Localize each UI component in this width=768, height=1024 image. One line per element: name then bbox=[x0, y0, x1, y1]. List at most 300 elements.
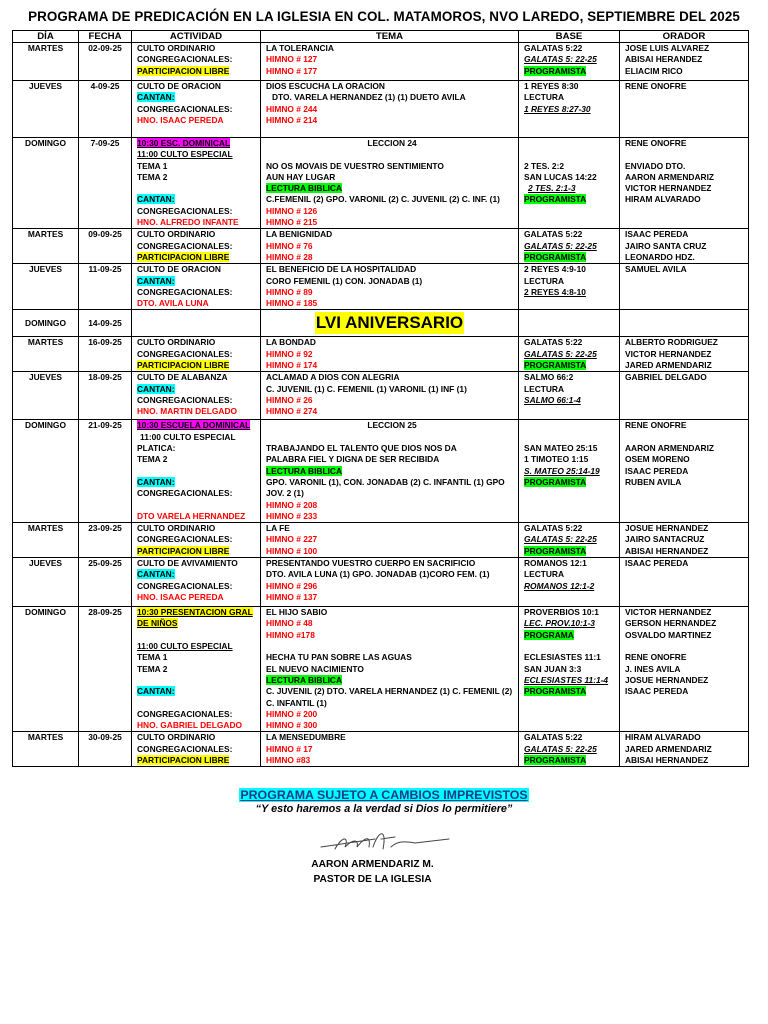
hymn-line: HIMNO # 200 bbox=[266, 708, 318, 719]
orador-line: ISAAC PEREDA bbox=[625, 229, 689, 240]
orador-cell bbox=[620, 420, 749, 523]
date-cell: 25-09-25 bbox=[79, 558, 132, 607]
reading-label: LECTURA BIBLICA bbox=[266, 183, 342, 194]
tema-cell bbox=[261, 420, 519, 523]
orador-cell bbox=[620, 43, 749, 81]
base-line: LECTURA bbox=[524, 92, 565, 103]
orador-line: RENE ONOFRE bbox=[625, 138, 687, 148]
director-line: HNO. GABRIEL DELGADO bbox=[137, 720, 243, 731]
tema-line: TRABAJANDO EL TALENTO QUE DIOS NOS DA bbox=[266, 443, 457, 454]
table-row bbox=[13, 337, 749, 372]
hymn-line: HIMNO # 127 bbox=[266, 54, 318, 65]
orador-line: ABISAI HERNANDEZ bbox=[625, 754, 709, 765]
actividad-line: CONGREGACIONALES: bbox=[137, 103, 233, 114]
actividad-line: CONGREGACIONALES: bbox=[137, 240, 233, 251]
actividad-line: CONGREGACIONALES: bbox=[137, 488, 233, 499]
actividad-line: TEMA 2 bbox=[137, 171, 168, 182]
participation-label: PARTICIPACION LIBRE bbox=[137, 754, 230, 765]
programista-label: PROGRAMISTA bbox=[524, 686, 587, 697]
base-line: GALATAS 5: 22-25 bbox=[524, 348, 597, 359]
actividad-line: CONGREGACIONALES: bbox=[137, 286, 233, 297]
date-cell: 23-09-25 bbox=[79, 523, 132, 558]
orador-line: HIRAM ALVARADO bbox=[625, 194, 701, 205]
hymn-line: HIMNO # 92 bbox=[266, 348, 313, 359]
hymn-line: HIMNO # 28 bbox=[266, 251, 313, 262]
orador-line: ABISAI HERANDEZ bbox=[625, 54, 703, 65]
tema-line: C. JUVENIL (2) DTO. VARELA HERNANDEZ (1) C. FEMENIL (2) C. INFANTIL (1) bbox=[266, 686, 513, 708]
cantan-label: CANTAN: bbox=[137, 275, 175, 286]
actividad-line: 11:00 CULTO ESPECIAL bbox=[137, 641, 233, 652]
tema-cell bbox=[261, 337, 519, 372]
hymn-line: HIMNO # 244 bbox=[266, 103, 318, 114]
table-row bbox=[13, 229, 749, 264]
base-cell bbox=[519, 310, 620, 337]
base-line: ROMANOS 12:1 bbox=[524, 558, 587, 569]
reading-label: LECTURA BIBLICA bbox=[266, 465, 342, 476]
tema-line: EL NUEVO NACIMIENTO bbox=[266, 663, 364, 674]
orador-line: JOSE LUIS ALVAREZ bbox=[625, 43, 710, 53]
hymn-line: HIMNO # 76 bbox=[266, 240, 313, 251]
director-line: HNO. MARTIN DELGADO bbox=[137, 406, 238, 417]
tema-line: LA TOLERANCIA bbox=[266, 43, 334, 53]
actividad-cell bbox=[132, 523, 261, 558]
base-line: SAN LUCAS 14:22 bbox=[524, 171, 597, 182]
table-row bbox=[13, 81, 749, 138]
programista-label: PROGRAMISTA bbox=[524, 360, 587, 371]
date-cell: 14-09-25 bbox=[79, 310, 132, 337]
base-line: GALATAS 5:22 bbox=[524, 43, 583, 53]
director-line: HNO. ISAAC PEREDA bbox=[137, 114, 224, 125]
tema-cell bbox=[261, 558, 519, 607]
pastor-signature bbox=[315, 825, 455, 857]
orador-cell bbox=[620, 310, 749, 337]
orador-cell bbox=[620, 229, 749, 264]
tema-cell bbox=[261, 43, 519, 81]
actividad-line: 11:00 CULTO ESPECIAL bbox=[140, 431, 236, 442]
actividad-line: CONGREGACIONALES: bbox=[137, 54, 233, 65]
header-orador: ORADOR bbox=[620, 31, 749, 43]
orador-line: JAIRO SANTACRUZ bbox=[625, 534, 705, 545]
anniversary-label: LVI ANIVERSARIO bbox=[315, 313, 464, 333]
base-line: 2 TES. 2:1-3 bbox=[528, 183, 576, 194]
cantan-label: CANTAN: bbox=[137, 476, 175, 487]
anniversary-cell bbox=[261, 310, 519, 337]
orador-cell bbox=[620, 337, 749, 372]
orador-line: SAMUEL AVILA bbox=[625, 264, 687, 275]
day-cell: MARTES bbox=[13, 337, 79, 372]
base-cell bbox=[519, 523, 620, 558]
tema-line: LA BENIGNIDAD bbox=[266, 229, 333, 240]
orador-line: JAIRO SANTA CRUZ bbox=[625, 240, 707, 251]
orador-cell bbox=[620, 138, 749, 229]
hymn-line: HIMNO #178 bbox=[266, 629, 315, 640]
day-cell: JUEVES bbox=[13, 81, 79, 138]
actividad-line: CONGREGACIONALES: bbox=[137, 348, 233, 359]
hymn-line: HIMNO # 137 bbox=[266, 592, 318, 603]
base-line: GALATAS 5: 22-25 bbox=[524, 743, 597, 754]
orador-line: J. INES AVILA bbox=[625, 663, 681, 674]
actividad-line: CULTO DE ORACION bbox=[137, 264, 221, 275]
base-line: ROMANOS 12:1-2 bbox=[524, 580, 595, 591]
tema-line: LA FE bbox=[266, 523, 290, 534]
actividad-line: CULTO ORDINARIO bbox=[137, 229, 216, 240]
base-line: GALATAS 5: 22-25 bbox=[524, 240, 597, 251]
table-row bbox=[13, 138, 749, 229]
header-fecha: FECHA bbox=[79, 31, 132, 43]
base-line: GALATAS 5: 22-25 bbox=[524, 54, 597, 65]
date-cell: 16-09-25 bbox=[79, 337, 132, 372]
programa-label: PROGRAMA bbox=[524, 629, 574, 640]
day-cell: MARTES bbox=[13, 229, 79, 264]
date-cell: 11-09-25 bbox=[79, 264, 132, 310]
date-cell: 4-09-25 bbox=[79, 81, 132, 138]
tema-line: AUN HAY LUGAR bbox=[266, 171, 336, 182]
actividad-line: CULTO ORDINARIO bbox=[137, 337, 216, 348]
table-row bbox=[13, 523, 749, 558]
hymn-line: HIMNO # 26 bbox=[266, 395, 313, 406]
tema-cell bbox=[261, 229, 519, 264]
orador-cell bbox=[620, 372, 749, 420]
base-line: GALATAS 5:22 bbox=[524, 229, 583, 240]
day-cell: JUEVES bbox=[13, 558, 79, 607]
tema-line: PALABRA FIEL Y DIGNA DE SER RECIBIDA bbox=[266, 454, 440, 465]
table-row bbox=[13, 420, 749, 523]
table-row bbox=[13, 372, 749, 420]
day-cell: JUEVES bbox=[13, 264, 79, 310]
orador-line: ISAAC PEREDA bbox=[625, 558, 689, 569]
tema-cell bbox=[261, 264, 519, 310]
tema-cell bbox=[261, 81, 519, 138]
orador-line: OSEM MORENO bbox=[625, 454, 690, 465]
base-line: LECTURA bbox=[524, 383, 565, 394]
schedule-table bbox=[12, 30, 749, 767]
tema-line: DTO. VARELA HERNANDEZ (1) (1) DUETO AVILA bbox=[272, 92, 466, 103]
programista-label: PROGRAMISTA bbox=[524, 251, 587, 262]
director-line: HNO. ISAAC PEREDA bbox=[137, 592, 224, 603]
actividad-cell bbox=[132, 264, 261, 310]
header-tema: TEMA bbox=[261, 31, 519, 43]
actividad-line bbox=[137, 500, 260, 511]
actividad-line: TEMA 1 bbox=[137, 652, 168, 663]
programista-label: PROGRAMISTA bbox=[524, 194, 587, 205]
hymn-line: HIMNO # 215 bbox=[266, 217, 318, 228]
actividad-line: CULTO DE ALABANZA bbox=[137, 372, 228, 383]
pastor-block bbox=[0, 857, 745, 887]
orador-cell bbox=[620, 523, 749, 558]
cantan-label: CANTAN: bbox=[137, 92, 175, 103]
base-cell bbox=[519, 229, 620, 264]
tema-line: HECHA TU PAN SOBRE LAS AGUAS bbox=[266, 652, 412, 663]
day-cell: DOMINGO bbox=[13, 138, 79, 229]
orador-line: JARED ARMENDARIZ bbox=[625, 360, 712, 371]
orador-line: GERSON HERNANDEZ bbox=[625, 618, 717, 629]
base-cell bbox=[519, 43, 620, 81]
hymn-line: HIMNO # 174 bbox=[266, 360, 318, 371]
programista-label: PROGRAMISTA bbox=[524, 476, 587, 487]
orador-line: JOSUE HERNANDEZ bbox=[625, 674, 709, 685]
orador-line: VICTOR HERNANDEZ bbox=[625, 348, 712, 359]
orador-line: OSVALDO MARTINEZ bbox=[625, 629, 712, 640]
day-cell: MARTES bbox=[13, 43, 79, 81]
orador-cell bbox=[620, 558, 749, 607]
cantan-label: CANTAN: bbox=[137, 569, 175, 580]
quote-text: “Y esto haremos a la verdad si Dios lo permitiere” bbox=[255, 803, 513, 815]
actividad-cell bbox=[132, 607, 261, 732]
orador-cell bbox=[620, 607, 749, 732]
orador-line: HIRAM ALVARADO bbox=[625, 732, 701, 743]
base-cell bbox=[519, 732, 620, 767]
day-cell: DOMINGO bbox=[13, 420, 79, 523]
base-line: SALMO 66:2 bbox=[524, 372, 574, 383]
notice-text: PROGRAMA SUJETO A CAMBIOS IMPREVISTOS bbox=[240, 788, 528, 802]
table-row bbox=[13, 732, 749, 767]
base-line: SALMO 66:1-4 bbox=[524, 395, 581, 406]
orador-line: ENVIADO DTO. bbox=[625, 160, 686, 171]
actividad-line: CULTO ORDINARIO bbox=[137, 732, 216, 743]
base-line bbox=[524, 641, 619, 652]
orador-line: RENE ONOFRE bbox=[625, 652, 687, 663]
day-cell: DOMINGO bbox=[13, 310, 79, 337]
participation-label: PARTICIPACION LIBRE bbox=[137, 251, 230, 262]
date-cell: 28-09-25 bbox=[79, 607, 132, 732]
base-line: 2 REYES 4:8-10 bbox=[524, 286, 586, 297]
base-cell bbox=[519, 420, 620, 523]
orador-line: JOSUE HERNANDEZ bbox=[625, 523, 709, 534]
director-line: HNO. ALFREDO INFANTE bbox=[137, 217, 239, 228]
cantan-label: CANTAN: bbox=[137, 383, 175, 394]
actividad-line: CULTO DE AVIVAMIENTO bbox=[137, 558, 238, 569]
base-line: LEC. PROV.10:1-3 bbox=[524, 618, 595, 629]
actividad-cell bbox=[132, 310, 261, 337]
actividad-line: CULTO ORDINARIO bbox=[137, 43, 216, 53]
base-cell bbox=[519, 81, 620, 138]
base-line: ECLESIASTES 11:1 bbox=[524, 652, 601, 663]
base-cell bbox=[519, 558, 620, 607]
orador-cell bbox=[620, 264, 749, 310]
hymn-line: HIMNO # 177 bbox=[266, 65, 318, 76]
tema-line: LA BONDAD bbox=[266, 337, 316, 348]
base-cell bbox=[519, 264, 620, 310]
table-row bbox=[13, 264, 749, 310]
cantan-label: CANTAN: bbox=[137, 686, 175, 697]
hymn-line: HIMNO # 185 bbox=[266, 298, 318, 309]
actividad-line: CONGREGACIONALES: bbox=[137, 708, 233, 719]
header-actividad: ACTIVIDAD bbox=[132, 31, 261, 43]
orador-line bbox=[625, 432, 748, 443]
tema-line: DTO. AVILA LUNA (1) GPO. JONADAB (1)CORO FEM. (1) bbox=[266, 569, 490, 580]
hymn-line: HIMNO # 274 bbox=[266, 406, 318, 417]
orador-line: RUBEN AVILA bbox=[625, 476, 682, 487]
actividad-line: CULTO ORDINARIO bbox=[137, 523, 216, 534]
pastor-title: PASTOR DE LA IGLESIA bbox=[313, 874, 432, 885]
actividad-line: CONGREGACIONALES: bbox=[137, 395, 233, 406]
lesson-line: LECCION 25 bbox=[367, 420, 417, 431]
director-line: DTO. AVILA LUNA bbox=[137, 298, 209, 309]
actividad-line: TEMA 2 bbox=[137, 663, 168, 674]
hymn-line: HIMNO # 208 bbox=[266, 499, 318, 510]
pastor-name: AARON ARMENDARIZ M. bbox=[311, 859, 434, 870]
base-cell bbox=[519, 337, 620, 372]
base-line: GALATAS 5:22 bbox=[524, 337, 583, 348]
orador-line bbox=[625, 641, 748, 652]
actividad-line bbox=[137, 466, 260, 477]
table-row bbox=[13, 607, 749, 732]
day-cell: MARTES bbox=[13, 523, 79, 558]
base-line: LECTURA bbox=[524, 275, 565, 286]
actividad-line: CONGREGACIONALES: bbox=[137, 580, 233, 591]
actividad-cell bbox=[132, 43, 261, 81]
base-line: GALATAS 5:22 bbox=[524, 732, 583, 743]
participation-label: PARTICIPACION LIBRE bbox=[137, 360, 230, 371]
actividad-cell bbox=[132, 81, 261, 138]
hymn-line: HIMNO # 227 bbox=[266, 534, 318, 545]
actividad-cell bbox=[132, 732, 261, 767]
table-header-row bbox=[13, 31, 749, 43]
orador-line: VICTOR HERNANDEZ bbox=[625, 183, 712, 194]
hymn-line: HIMNO # 233 bbox=[266, 510, 318, 521]
orador-cell bbox=[620, 732, 749, 767]
hymn-line: HIMNO # 100 bbox=[266, 545, 318, 556]
orador-line: AARON ARMENDARIZ bbox=[625, 171, 715, 182]
base-line: PROVERBIOS 10:1 bbox=[524, 607, 599, 618]
date-cell: 02-09-25 bbox=[79, 43, 132, 81]
base-line: 2 TES. 2:2 bbox=[524, 160, 565, 171]
base-line: ECLESIASTES 11:1-4 bbox=[524, 674, 609, 685]
base-line: SAN JUAN 3:3 bbox=[524, 663, 582, 674]
base-line: LECTURA bbox=[524, 569, 565, 580]
date-cell: 18-09-25 bbox=[79, 372, 132, 420]
hymn-line: HIMNO # 48 bbox=[266, 618, 313, 629]
orador-line: LEONARDO HDZ. bbox=[625, 251, 695, 262]
day-cell: MARTES bbox=[13, 732, 79, 767]
hymn-line: HIMNO # 300 bbox=[266, 720, 318, 731]
actividad-cell bbox=[132, 337, 261, 372]
tema-cell bbox=[261, 372, 519, 420]
base-line: 1 REYES 8:27-30 bbox=[524, 103, 591, 114]
actividad-line bbox=[137, 675, 260, 686]
tema-line bbox=[266, 641, 518, 652]
hymn-line: HIMNO # 296 bbox=[266, 580, 318, 591]
tema-line: C.FEMENIL (2) GPO. VARONIL (2) C. JUVENIL (2) C. INF. (1) bbox=[266, 194, 500, 205]
tema-line: DIOS ESCUCHA LA ORACION bbox=[266, 81, 385, 91]
hymn-line: HIMNO # 89 bbox=[266, 286, 313, 297]
notice bbox=[0, 786, 768, 804]
orador-cell bbox=[620, 81, 749, 138]
programista-label: PROGRAMISTA bbox=[524, 65, 587, 76]
hymn-line: HIMNO #83 bbox=[266, 754, 311, 765]
tema-line: ACLAMAD A DIOS CON ALEGRIA bbox=[266, 372, 400, 383]
base-line bbox=[524, 432, 619, 443]
hymn-line: HIMNO # 17 bbox=[266, 743, 313, 754]
orador-line: ALBERTO RODRIGUEZ bbox=[625, 337, 718, 348]
tema-line: PRESENTANDO VUESTRO CUERPO EN SACRIFICIO bbox=[266, 558, 476, 569]
orador-line: RENE ONOFRE bbox=[625, 420, 687, 431]
actividad-line: CONGREGACIONALES: bbox=[137, 743, 233, 754]
sunday-school-label: 10:30 ESC. DOMINICAL bbox=[137, 138, 231, 148]
tema-line: EL HIJO SABIO bbox=[266, 607, 328, 618]
actividad-cell bbox=[132, 229, 261, 264]
actividad-line: 11:00 CULTO ESPECIAL bbox=[137, 149, 233, 160]
sunday-school-label: 10:30 ESCUELA DOMINICAL bbox=[137, 420, 251, 431]
actividad-cell bbox=[132, 372, 261, 420]
lesson-line: LECCION 24 bbox=[367, 138, 417, 148]
orador-line: VICTOR HERNANDEZ bbox=[625, 607, 712, 618]
cantan-label: CANTAN: bbox=[137, 194, 175, 205]
base-line: 1 TIMOTEO 1:15 bbox=[524, 454, 589, 465]
actividad-line: CONGREGACIONALES: bbox=[137, 205, 233, 216]
base-cell bbox=[519, 607, 620, 732]
actividad-line bbox=[137, 698, 260, 709]
orador-line: ELIACIM RICO bbox=[625, 65, 683, 76]
tema-cell bbox=[261, 138, 519, 229]
director-line: DTO VARELA HERNANDEZ bbox=[137, 510, 246, 521]
orador-line: AARON ARMENDARIZ bbox=[625, 443, 715, 454]
tema-line bbox=[266, 432, 518, 443]
orador-line: JARED ARMENDARIZ bbox=[625, 743, 712, 754]
tema-cell bbox=[261, 732, 519, 767]
hymn-line: HIMNO # 126 bbox=[266, 205, 318, 216]
date-cell: 09-09-25 bbox=[79, 229, 132, 264]
tema-cell bbox=[261, 523, 519, 558]
actividad-cell bbox=[132, 138, 261, 229]
base-line: SAN MATEO 25:15 bbox=[524, 443, 598, 454]
base-cell bbox=[519, 372, 620, 420]
actividad-line: PLATICA: bbox=[137, 443, 176, 454]
tema-line: CORO FEMENIL (1) CON. JONADAB (1) bbox=[266, 275, 423, 286]
actividad-line: TEMA 2 bbox=[137, 454, 168, 465]
actividad-cell bbox=[132, 420, 261, 523]
actividad-line: CULTO DE ORACION bbox=[137, 81, 221, 91]
orador-line: RENE ONOFRE bbox=[625, 81, 687, 91]
table-row bbox=[13, 558, 749, 607]
date-cell: 7-09-25 bbox=[79, 138, 132, 229]
hymn-line: HIMNO # 214 bbox=[266, 114, 318, 125]
base-line: 1 REYES 8:30 bbox=[524, 81, 579, 91]
table-row bbox=[13, 43, 749, 81]
table-row bbox=[13, 310, 749, 337]
actividad-line bbox=[137, 630, 260, 641]
header-dia: DÍA bbox=[13, 31, 79, 43]
tema-line: EL BENEFICIO DE LA HOSPITALIDAD bbox=[266, 264, 417, 275]
actividad-line: TEMA 1 bbox=[137, 160, 168, 171]
header-base: BASE bbox=[519, 31, 620, 43]
base-line bbox=[524, 420, 619, 431]
participation-label: PARTICIPACION LIBRE bbox=[137, 65, 230, 76]
reading-label: LECTURA BIBLICA bbox=[266, 674, 342, 685]
page-title: PROGRAMA DE PREDICACIÓN EN LA IGLESIA EN COL. MATAMOROS, NVO LAREDO, SEPTIEMBRE DEL 2025 bbox=[28, 9, 740, 24]
orador-line: GABRIEL DELGADO bbox=[625, 372, 707, 383]
base-line: GALATAS 5: 22-25 bbox=[524, 534, 597, 545]
programista-label: PROGRAMISTA bbox=[524, 754, 587, 765]
orador-line: ISAAC PEREDA bbox=[625, 686, 689, 697]
day-cell: DOMINGO bbox=[13, 607, 79, 732]
tema-line: C. JUVENIL (1) C. FEMENIL (1) VARONIL (1) INF (1) bbox=[266, 383, 467, 394]
base-line: S. MATEO 25:14-19 bbox=[524, 465, 600, 476]
date-cell: 21-09-25 bbox=[79, 420, 132, 523]
tema-line: GPO. VARONIL (1), CON. JONADAB (2) C. INFANTIL (1) GPO JOV. 2 (1) bbox=[266, 476, 505, 499]
day-cell: JUEVES bbox=[13, 372, 79, 420]
tema-line: NO OS MOVAIS DE VUESTRO SENTIMIENTO bbox=[266, 160, 444, 171]
programista-label: PROGRAMISTA bbox=[524, 545, 587, 556]
orador-line: ABISAI HERNANDEZ bbox=[625, 545, 709, 556]
actividad-line: CONGREGACIONALES: bbox=[137, 534, 233, 545]
participation-label: PARTICIPACION LIBRE bbox=[137, 545, 230, 556]
base-line: GALATAS 5:22 bbox=[524, 523, 583, 534]
base-cell bbox=[519, 138, 620, 229]
actividad-cell bbox=[132, 558, 261, 607]
tema-cell bbox=[261, 607, 519, 732]
base-line: 2 REYES 4:9-10 bbox=[524, 264, 586, 275]
